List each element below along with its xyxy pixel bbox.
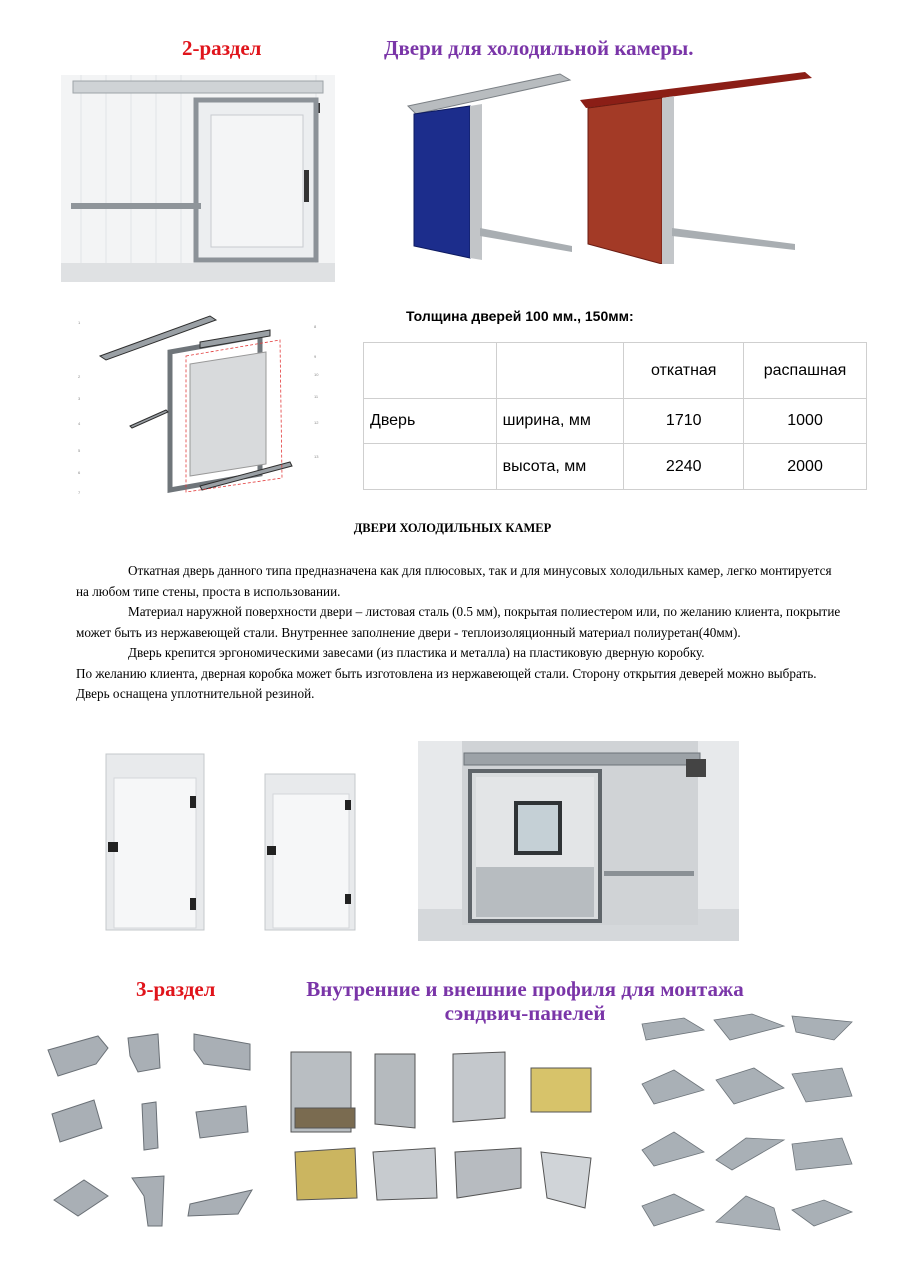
profiles-photo-set-3 [634, 1010, 859, 1255]
table-header-cell: откатная [624, 343, 744, 399]
diagram-number: 11 [314, 394, 319, 399]
diagram-number: 13 [314, 454, 319, 459]
spec-caption: Толщина дверей 100 мм., 150мм: [406, 308, 634, 324]
diagram-number: 5 [78, 448, 81, 453]
door-description [76, 561, 841, 705]
table-cell [364, 343, 497, 399]
diagram-number: 9 [314, 354, 317, 359]
profiles-photo-set-1 [38, 1030, 264, 1240]
table-row [364, 399, 867, 444]
table-header-cell: распашная [744, 343, 867, 399]
table-cell: 1710 [624, 399, 744, 444]
diagram-number: 2 [78, 374, 81, 379]
sliding-door-window-photo [418, 741, 739, 941]
paragraph: Откатная дверь данного типа предназначена как для плюсовых, так и для минусовых холодильных камер, легко монтируется на любом типе стены, проста в использовании. [76, 563, 832, 599]
table-cell: 1000 [744, 399, 867, 444]
diagram-number: 10 [314, 372, 319, 377]
table-cell [496, 343, 624, 399]
door-size-table [363, 342, 867, 490]
diagram-number: 12 [314, 420, 319, 425]
table-cell: 2000 [744, 444, 867, 490]
table-cell: 2240 [624, 444, 744, 490]
paragraph: Материал наружной поверхности двери – листовая сталь (0.5 мм), покрытая полиестером или, по желанию клиента, покрытие может быть из нержавеющей стали. Внутреннее заполнение двери - теплоизоляционный материал полиуретан(40мм). [76, 604, 841, 640]
paragraph: По желанию клиента, дверная коробка может быть изготовлена из нержавеющей стали. Сторону открытия деверей можно выбрать. Дверь оснащена уплотнительной резиной. [76, 665, 817, 701]
paragraph: Дверь крепится эргономическими завесами (из пластика и металла) на пластиковую дверную коробку. [128, 645, 705, 660]
section3-title-line: сэндвич-панелей [444, 1001, 606, 1025]
diagram-number: 8 [314, 324, 317, 329]
table-cell: Дверь [364, 399, 497, 444]
diagram-number: 1 [78, 320, 81, 325]
table-cell: ширина, мм [496, 399, 624, 444]
profiles-photo-set-2 [285, 1048, 605, 1218]
section2-number: 2-раздел [182, 36, 262, 60]
colored-doors-photo [400, 68, 820, 264]
sliding-door-photo [61, 75, 335, 282]
table-cell [364, 444, 497, 490]
section3-number: 3-раздел [136, 977, 216, 1001]
diagram-number: 3 [78, 396, 81, 401]
table-row [364, 444, 867, 490]
diagram-number: 6 [78, 470, 81, 475]
diagram-number: 4 [78, 421, 81, 426]
door-exploded-diagram [70, 314, 325, 499]
table-row [364, 343, 867, 399]
swing-door-photo [261, 770, 361, 936]
swing-door-photo [100, 752, 212, 934]
table-cell: высота, мм [496, 444, 624, 490]
section2-title: Двери для холодильной камеры. [384, 36, 694, 60]
section3-title-line: Внутренние и внешние профиля для монтажа [306, 977, 744, 1001]
diagram-number: 7 [78, 490, 81, 495]
door-section-heading: ДВЕРИ ХОЛОДИЛЬНЫХ КАМЕР [353, 521, 552, 535]
